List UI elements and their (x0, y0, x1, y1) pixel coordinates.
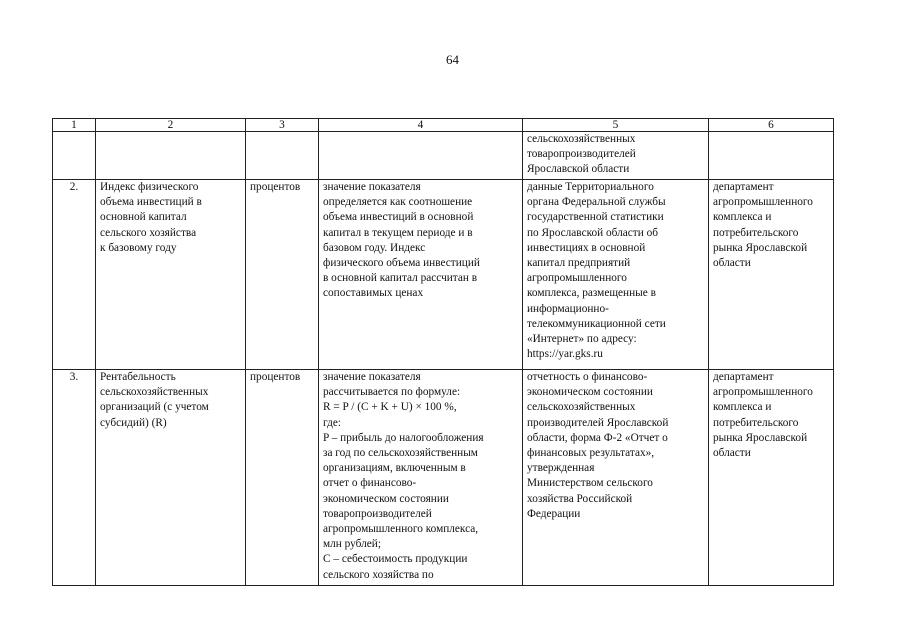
column-header: 3 (246, 119, 319, 132)
text-line: капитал предприятий (527, 257, 631, 270)
text-line: Ярославской области (527, 163, 630, 176)
text-line: значение показателя (323, 181, 421, 193)
text-line: потребительского (713, 416, 799, 429)
text-line: сельскохозяйственных (527, 401, 636, 414)
text-line: утвержденная (527, 462, 595, 475)
text-line: телекоммуникационной сети (527, 317, 666, 330)
table-row (53, 180, 834, 370)
text-line: рынка Ярославской (713, 431, 808, 444)
text-line: комплекса и (713, 211, 772, 224)
unit-cell: процентов (246, 370, 319, 586)
text-line: области (713, 257, 751, 270)
text-line: области (713, 447, 751, 460)
text-line: агропромышленного комплекса, (323, 523, 479, 536)
column-header: 6 (709, 119, 834, 132)
text-line: агропромышленного (713, 386, 813, 399)
text-line: департамент (713, 371, 774, 383)
unit-cell: процентов (246, 180, 319, 370)
column-header: 2 (96, 119, 246, 132)
text-line: сельскохозяйственных (100, 386, 209, 399)
text-line: субсидий) (R) (100, 416, 167, 429)
indicator-name-cell (96, 180, 246, 370)
text-line: рассчитывается по формуле: (323, 386, 461, 399)
column-header: 4 (319, 119, 523, 132)
method-cell (319, 180, 523, 370)
source-cell (523, 132, 709, 180)
text-line: «Интернет» по адресу: (527, 333, 637, 346)
text-line: отчет о финансово- (323, 477, 417, 490)
text-line: R = P / (C + K + U) × 100 %, (323, 401, 457, 414)
text-line: где: (323, 416, 341, 429)
indicator-name-cell (96, 370, 246, 586)
text-line: агропромышленного (713, 196, 813, 209)
text-line: млн рублей; (323, 538, 381, 551)
text-line: к базовому году (100, 241, 177, 254)
text-line: определяется как соотношение (323, 196, 473, 209)
text-line: сельскохозяйственных (527, 133, 636, 145)
text-line: органа Федеральной службы (527, 196, 666, 209)
page-number: 64 (446, 52, 459, 67)
responsible-cell (709, 370, 834, 586)
text-line: Министерством сельского (527, 477, 653, 490)
text-line: Федерации (527, 507, 581, 520)
source-cell (523, 180, 709, 370)
text-line: хозяйства Российской (527, 492, 633, 505)
text-line: инвестициях в основной (527, 241, 646, 254)
text-line: объема инвестиций в основной (323, 211, 474, 224)
indicator-table (52, 118, 834, 586)
text-line: https://yar.gks.ru (527, 348, 603, 361)
column-header: 5 (523, 119, 709, 132)
row-number: 2. (53, 180, 96, 370)
text-line: P – прибыль до налогообложения (323, 431, 484, 444)
text-line: информационно- (527, 302, 609, 315)
text-line: товаропроизводителей (323, 507, 432, 520)
table-row (53, 370, 834, 586)
text-line: государственной статистики (527, 211, 664, 224)
continuation-row (53, 132, 834, 180)
text-line: C – себестоимость продукции (323, 553, 468, 566)
text-line: по Ярославской области об (527, 226, 658, 239)
text-line: организаций (с учетом (100, 401, 209, 414)
text-line: потребительского (713, 226, 799, 239)
table-header-row (53, 119, 834, 132)
column-header: 1 (53, 119, 96, 132)
text-line: экономическом состоянии (323, 492, 449, 505)
text-line: Рентабельность (100, 371, 176, 383)
row-number: 3. (53, 370, 96, 586)
text-line: в основной капитал рассчитан в (323, 272, 478, 285)
text-line: сопоставимых ценах (323, 287, 424, 300)
text-line: департамент (713, 181, 774, 193)
text-line: товаропроизводителей (527, 148, 636, 161)
text-line: комплекса, размещенные в (527, 287, 656, 300)
text-line: рынка Ярославской (713, 241, 808, 254)
text-line: капитал в текущем периоде и в (323, 226, 473, 239)
text-line: комплекса и (713, 401, 772, 414)
text-line: основной капитал (100, 211, 187, 224)
text-line: Индекс физического (100, 181, 199, 193)
method-cell (319, 370, 523, 586)
text-line: значение показателя (323, 371, 421, 383)
text-line: сельского хозяйства (100, 226, 197, 239)
text-line: объема инвестиций в (100, 196, 202, 209)
text-line: финансовых результатах», (527, 447, 655, 460)
text-line: экономическом состоянии (527, 386, 653, 399)
text-line: данные Территориального (527, 181, 654, 193)
text-line: базовом году. Индекс (323, 241, 426, 254)
text-line: агропромышленного (527, 272, 627, 285)
text-line: организациям, включенным в (323, 462, 466, 475)
text-line: области, форма Ф-2 «Отчет о (527, 431, 668, 444)
text-line: отчетность о финансово- (527, 371, 648, 383)
text-line: физического объема инвестиций (323, 257, 480, 270)
source-cell (523, 370, 709, 586)
text-line: за год по сельскохозяйственным (323, 447, 478, 460)
text-line: производителей Ярославской (527, 416, 669, 429)
text-line: сельского хозяйства по (323, 568, 434, 581)
responsible-cell (709, 180, 834, 370)
